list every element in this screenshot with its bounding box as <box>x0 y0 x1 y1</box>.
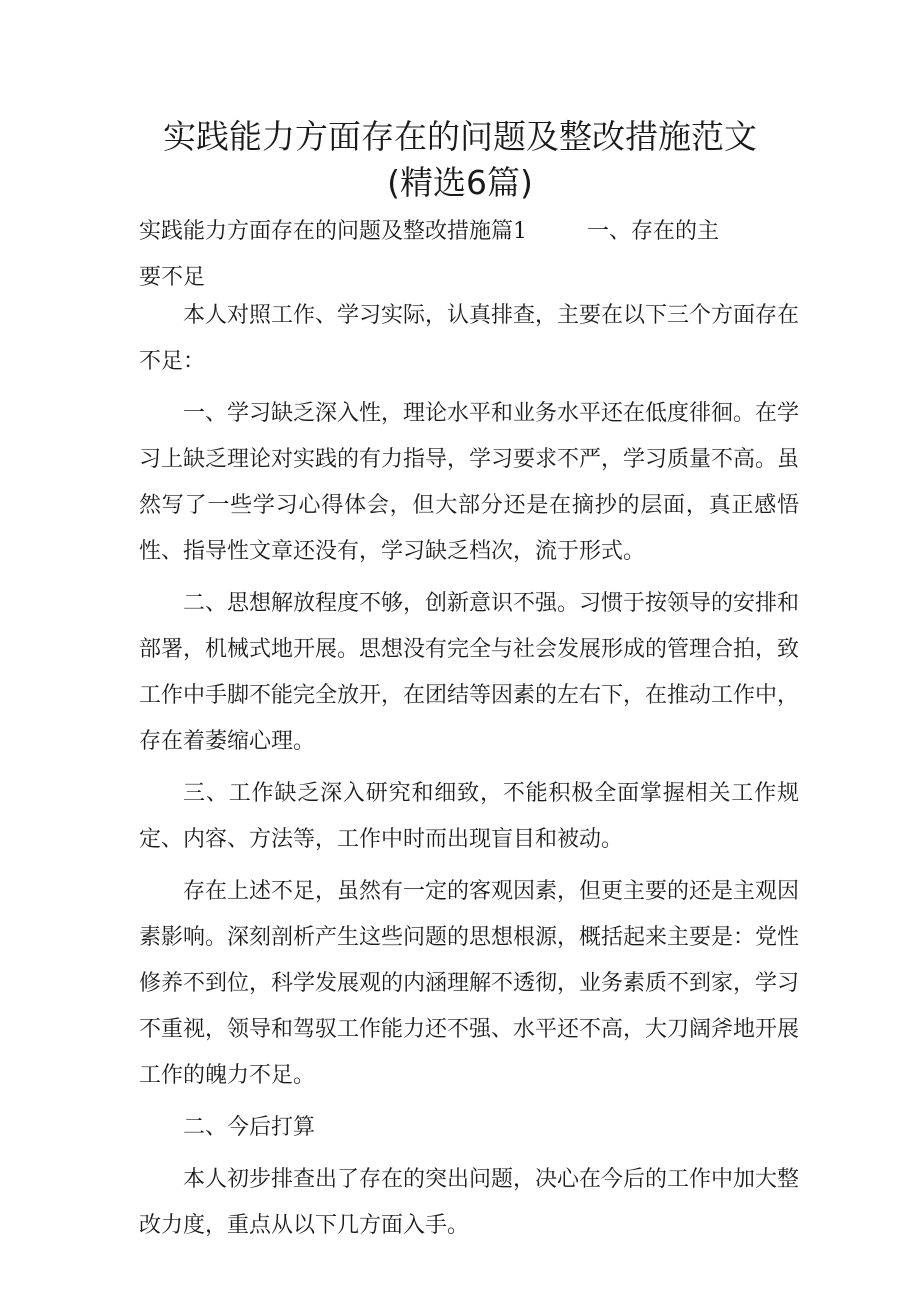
subheading-part1: 一、存在的主 <box>587 219 720 244</box>
paragraph: 本人对照工作、学习实际，认真排查，主要在以下三个方面存在不足： <box>139 303 800 374</box>
paragraph: 三、工作缺乏深入研究和细致，不能积极全面掌握相关工作规定、内容、方法等，工作中时而出现盲目和被动。 <box>139 781 799 852</box>
paragraph-heading: 二、今后打算 <box>183 1115 316 1140</box>
paragraph: 二、思想解放程度不够，创新意识不强。习惯于按领导的安排和部署，机械式地开展。思想没有完全与社会发展形成的管理合拍，致工作中手脚不能完全放开，在团结等因素的左右下，在推动工作中，存在着萎缩心理。 <box>139 591 800 754</box>
paragraph: 本人初步排查出了存在的突出问题，决心在今后的工作中加大整改力度，重点从以下几方面入手。 <box>139 1167 800 1238</box>
section-lead <box>139 209 799 301</box>
paragraph: 一、学习缺乏深入性，理论水平和业务水平还在低度徘徊。在学习上缺乏理论对实践的有力指导，学习要求不严，学习质量不高。虽然写了一些学习心得体会，但大部分还是在摘抄的层面，真正感悟性、指导性文章还没有，学习缺乏档次，流于形式。 <box>139 401 800 564</box>
document-title-line1: 实践能力方面存在的问题及整改措施范文 <box>163 117 757 156</box>
section-heading: 实践能力方面存在的问题及整改措施篇1 <box>139 219 527 244</box>
document-body <box>139 293 799 1255</box>
subheading-part2: 要不足 <box>139 265 206 290</box>
document-title-line2: (精选6篇) <box>387 163 533 202</box>
paragraph: 存在上述不足，虽然有一定的客观因素，但更主要的还是主观因素影响。深刻剖析产生这些问题的思想根源，概括起来主要是：党性修养不到位，科学发展观的内涵理解不透彻，业务素质不到家，学习不重视，领导和驾驭工作能力还不强、水平还不高，大刀阔斧地开展工作的魄力不足。 <box>139 879 800 1088</box>
